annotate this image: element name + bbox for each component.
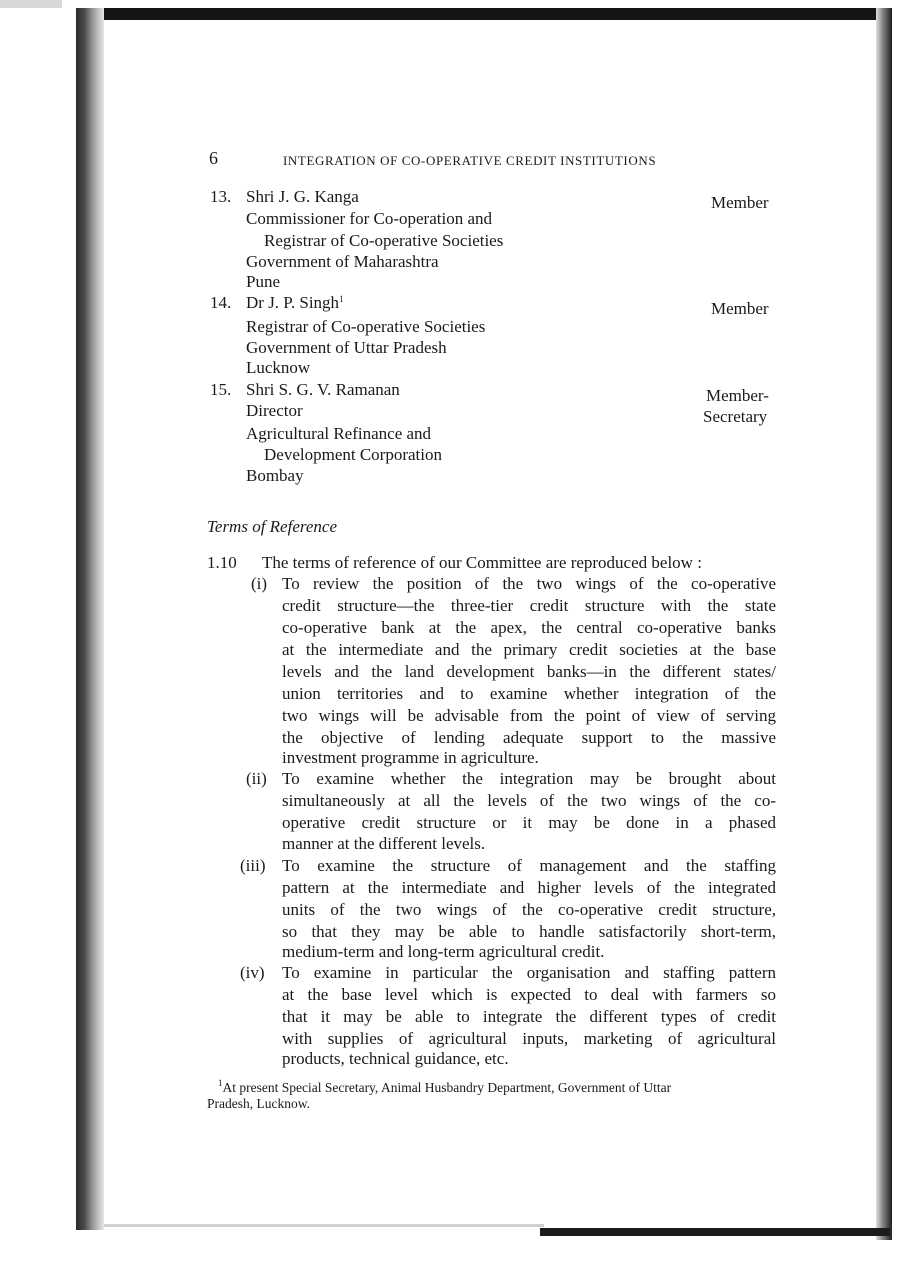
- paragraph-number: 1.10: [207, 553, 237, 572]
- item-line: To examine in particular the organisation and staffing pattern: [282, 963, 776, 982]
- item-line: with supplies of agricultural inputs, marketing of agricultural: [282, 1029, 776, 1048]
- member-line: Registrar of Co-operative Societies: [264, 231, 504, 250]
- member-number: 15.: [210, 380, 232, 399]
- scan-edge-left: [76, 8, 104, 1230]
- item-line: so that they may be able to handle satisfactorily short-term,: [282, 922, 776, 941]
- item-line: the objective of lending adequate support to the massive: [282, 728, 776, 747]
- scan-edge-top: [80, 8, 892, 20]
- member-name: Dr J. P. Singh$^1$: [246, 293, 344, 312]
- member-line: Government of Uttar Pradesh: [246, 338, 447, 357]
- member-number: 13.: [210, 187, 232, 206]
- member-role: Member-: [706, 386, 769, 405]
- item-line: pattern at the intermediate and higher levels of the integrated: [282, 878, 776, 897]
- item-line: two wings will be advisable from the point of view of serving: [282, 706, 776, 725]
- footnote-ref: 1: [339, 294, 344, 304]
- member-line: Registrar of Co-operative Societies: [246, 317, 486, 336]
- paragraph-intro: The terms of reference of our Committee are reproduced below :: [262, 553, 702, 572]
- item-line: manner at the different levels.: [282, 834, 486, 853]
- item-line: credit structure—the three-tier credit structure with the state: [282, 596, 776, 615]
- item-line: that it may be able to integrate the different types of credit: [282, 1007, 776, 1026]
- item-line: To review the position of the two wings of the co-operative: [282, 574, 776, 593]
- section-heading: Terms of Reference: [207, 517, 337, 536]
- member-line: Agricultural Refinance and: [246, 424, 432, 443]
- running-title: INTEGRATION OF CO-OPERATIVE CREDIT INSTITUTIONS: [283, 153, 657, 168]
- item-line: levels and the land development banks—in the different states/: [282, 662, 776, 681]
- footnote-line: Pradesh, Lucknow.: [207, 1096, 310, 1111]
- item-line: products, technical guidance, etc.: [282, 1049, 509, 1068]
- member-line: Bombay: [246, 466, 304, 485]
- member-line: Lucknow: [246, 358, 311, 377]
- member-line: Director: [246, 401, 303, 420]
- item-line: operative credit structure or it may be done in a phased: [282, 813, 776, 832]
- item-marker: (i): [251, 574, 268, 593]
- scan-edge-right: [876, 8, 892, 1240]
- scan-edge-bottom: [540, 1228, 890, 1236]
- item-line: investment programme in agriculture.: [282, 748, 539, 767]
- member-line: Government of Maharashtra: [246, 252, 439, 271]
- item-line: To examine the structure of management and the staffing: [282, 856, 776, 875]
- item-line: at the base level which is expected to deal with farmers so: [282, 985, 776, 1004]
- item-marker: (ii): [246, 769, 267, 788]
- item-marker: (iii): [240, 856, 266, 875]
- member-name: Shri J. G. Kanga: [246, 187, 359, 206]
- item-line: co-operative bank at the apex, the central co-operative banks: [282, 618, 776, 637]
- item-line: union territories and to examine whether integration of the: [282, 684, 776, 703]
- member-line: Commissioner for Co-operation and: [246, 209, 492, 228]
- member-role: Member: [711, 299, 769, 318]
- member-name: Shri S. G. V. Ramanan: [246, 380, 400, 399]
- member-role: Member: [711, 193, 769, 212]
- item-line: units of the two wings of the co-operative credit structure,: [282, 900, 776, 919]
- footnote-marker: 1: [218, 1078, 223, 1088]
- item-marker: (iv): [240, 963, 265, 982]
- footnote-line: $^1$At present Special Secretary, Animal Husbandry Department, Government of Uttar: [218, 1078, 672, 1095]
- item-line: medium-term and long-term agricultural credit.: [282, 942, 605, 961]
- scan-edge-bottom-light: [104, 1224, 544, 1227]
- member-role: Secretary: [703, 407, 768, 426]
- member-number: 14.: [210, 293, 232, 312]
- item-line: To examine whether the integration may be brought about: [282, 769, 776, 788]
- item-line: simultaneously at all the levels of the two wings of the co-: [282, 791, 776, 810]
- member-line: Development Corporation: [264, 445, 442, 464]
- scan-corner: [0, 0, 62, 8]
- member-line: Pune: [246, 272, 280, 291]
- item-line: at the intermediate and the primary credit societies at the base: [282, 640, 776, 659]
- page-number: 6: [209, 148, 218, 168]
